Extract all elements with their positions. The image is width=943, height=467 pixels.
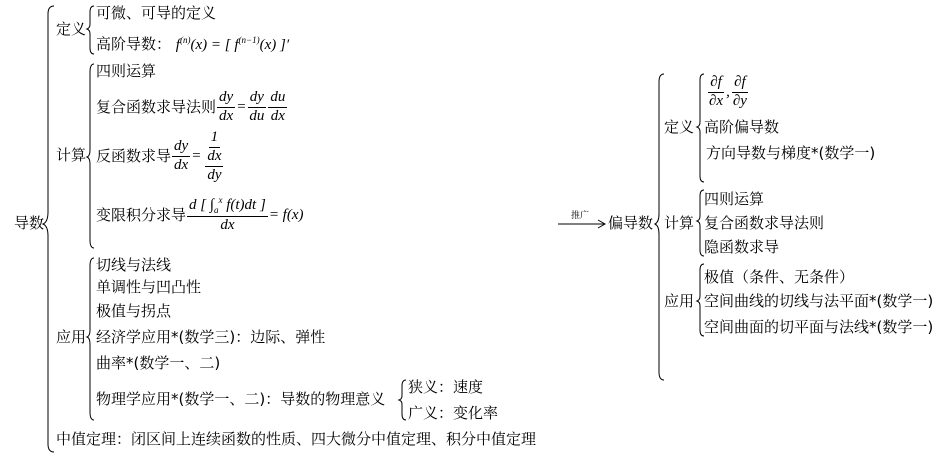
calc-item-inverse [96, 130, 227, 183]
right-def-item-gradient: 方向导数与梯度*(数学一) [706, 144, 876, 162]
section-label-definition: 定义 [56, 20, 87, 38]
right-app-item-curve-tangent: 空间曲线的切线与法平面*(数学一) [704, 292, 934, 310]
root-derivative: 导数 [14, 214, 45, 232]
right-def-item-higher: 高阶偏导数 [704, 118, 780, 136]
right-app-item-extrema: 极值（条件、无条件） [704, 268, 855, 286]
app-item-physics: 物理学应用*(数学一、二)：导数的物理意义 [96, 390, 386, 408]
def-item-higher-order-label: 高阶导数： [96, 35, 172, 53]
app-item-extrema: 极值与拐点 [96, 302, 172, 320]
calc-item-variable-limit [96, 196, 304, 234]
formula-variable-limit: $\frac{d [ \int_a^x f(t)dt ]}{dx}$ = f(x) [189, 195, 304, 234]
right-section-label-definition: 定义 [664, 118, 695, 136]
right-section-label-calculation: 计算 [664, 214, 695, 232]
app-item-tangent: 切线与法线 [96, 256, 172, 274]
root-partial-derivative: 偏导数 [608, 214, 654, 232]
calc-item-chain-rule-label: 复合函数求导法则 [96, 97, 217, 116]
app-item-economics: 经济学应用*(数学三)：边际、弹性 [96, 328, 326, 346]
formula-higher-order: $f^{(n)}(x)$ = [ $f^{(n-1)}(x)$ ]′ [175, 35, 290, 53]
app-item-curvature: 曲率*(数学一、二) [96, 354, 221, 372]
right-calc-item-implicit: 隐函数求导 [704, 238, 780, 256]
calc-item-inverse-label: 反函数求导 [96, 147, 172, 166]
calc-item-variable-limit-label: 变限积分求导 [96, 205, 187, 224]
calc-item-arithmetic: 四则运算 [96, 62, 157, 80]
physics-narrow: 狭义：速度 [408, 378, 484, 396]
section-label-application: 应用 [56, 328, 87, 346]
calc-item-chain-rule [96, 90, 288, 125]
formula-inverse: $\frac{dy}{dx}$ = $\frac{1}{\frac{dx}{dy}}$ [174, 129, 222, 183]
right-calc-item-arithmetic: 四则运算 [704, 190, 765, 208]
formula-partials: $\frac{\partial f}{\partial x}$ , $\frac{\partial f}{\partial y}$ [709, 74, 747, 109]
right-section-label-application: 应用 [664, 292, 695, 310]
right-calc-item-chain: 复合函数求导法则 [704, 214, 825, 232]
arrow-label-generalize: 推广 [571, 211, 590, 221]
mean-value-theorem: 中值定理：闭区间上连续函数的性质、四大微分中值定理、积分中值定理 [56, 430, 537, 448]
section-label-calculation: 计算 [56, 146, 87, 164]
app-item-monotonicity: 单调性与凹凸性 [96, 278, 202, 296]
physics-broad: 广义：变化率 [408, 404, 499, 422]
formula-chain-rule: $\frac{dy}{dx}$ = $\frac{dy}{du}$ $\frac{du}{dx}$ [219, 89, 286, 124]
def-item-higher-order [96, 36, 289, 53]
right-app-item-surface-tangent: 空间曲面的切平面与法线*(数学一) [704, 318, 934, 336]
def-item-differentiable: 可微、可导的定义 [96, 4, 217, 22]
